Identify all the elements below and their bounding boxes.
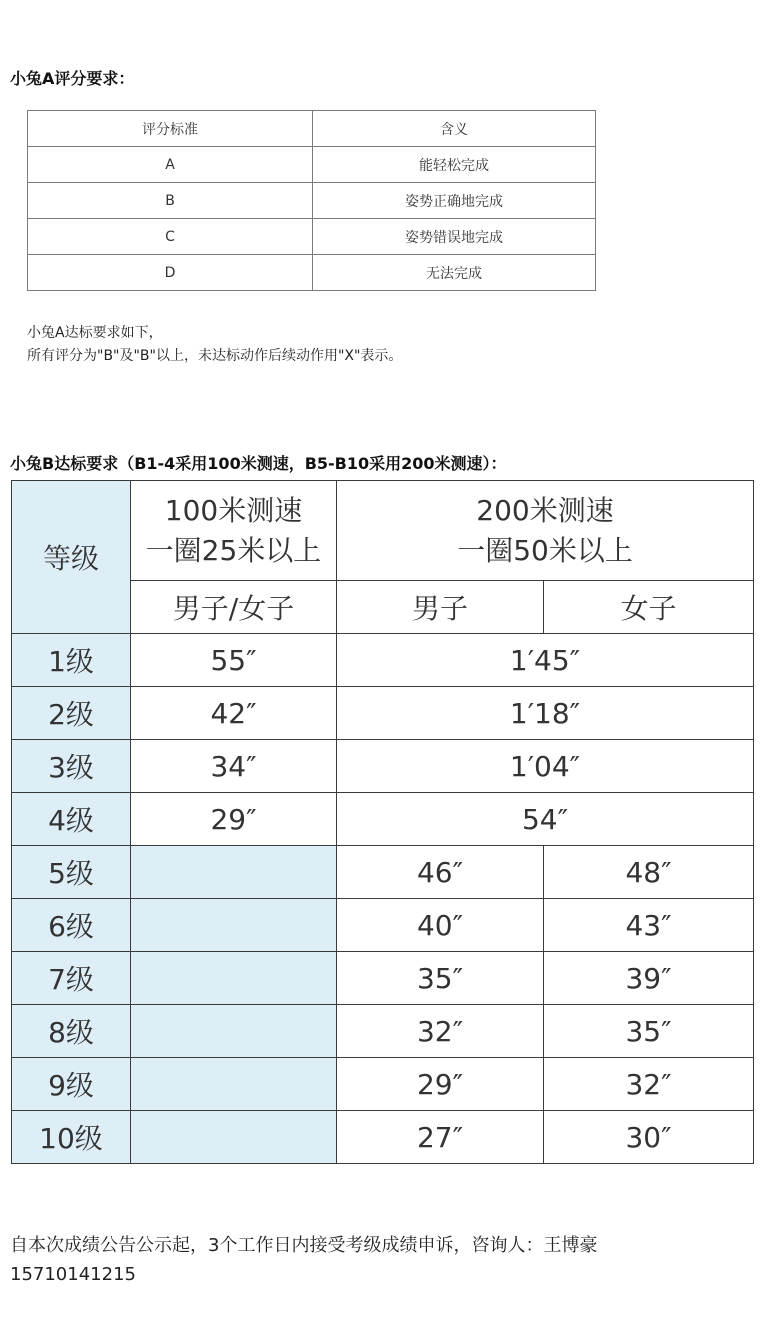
sub-male: 男子 [337,581,544,634]
time-100m-cell: 42″ [131,687,337,740]
level-cell: 5级 [12,846,131,899]
header-standard: 评分标准 [28,111,313,147]
col-200m-header [337,481,754,581]
time-male-cell: 32″ [337,1005,544,1058]
level-cell: 9级 [12,1058,131,1111]
time-200m-cell: 1′04″ [337,740,754,793]
level-cell: 8级 [12,1005,131,1058]
time-100m-cell: 29″ [131,793,337,846]
grade-cell: B [28,183,313,219]
table-row [12,952,754,1005]
empty-100m-cell [131,1111,337,1164]
col-200m-subtitle: 一圈50米以上 [457,533,633,567]
time-female-cell: 43″ [544,899,754,952]
empty-100m-cell [131,1005,337,1058]
table-header-row [28,111,596,147]
footer-phone: 15710141215 [10,1264,136,1285]
empty-100m-cell [131,899,337,952]
time-200m-cell: 54″ [337,793,754,846]
note-line-2: 所有评分为"B"及"B"以上，未达标动作后续动作用"X"表示。 [27,348,403,364]
grade-cell: A [28,147,313,183]
time-female-cell: 39″ [544,952,754,1005]
meaning-cell: 姿势正确地完成 [313,183,596,219]
table-row [12,740,754,793]
time-male-cell: 29″ [337,1058,544,1111]
table-row [28,183,596,219]
empty-100m-cell [131,952,337,1005]
level-cell: 7级 [12,952,131,1005]
col-100m-header [131,481,337,581]
sub-mixed: 男子/女子 [131,581,337,634]
empty-100m-cell [131,1058,337,1111]
footer-notice [10,1231,597,1289]
grade-cell: D [28,255,313,291]
level-cell: 3级 [12,740,131,793]
table-row [12,1111,754,1164]
table-row [12,1005,754,1058]
col-100m-title: 100米测速 [164,493,303,527]
table-row [28,255,596,291]
section-a-heading: 小兔A评分要求： [10,69,135,88]
header-meaning: 含义 [313,111,596,147]
meaning-cell: 姿势错误地完成 [313,219,596,255]
meaning-cell: 无法完成 [313,255,596,291]
table-row [12,899,754,952]
col-200m-title: 200米测速 [476,493,614,527]
grading-standard-table [27,110,596,291]
time-100m-cell: 34″ [131,740,337,793]
col-100m-subtitle: 一圈25米以上 [145,533,322,567]
time-female-cell: 35″ [544,1005,754,1058]
speed-requirement-table [11,480,754,1164]
table-row [12,687,754,740]
time-male-cell: 46″ [337,846,544,899]
table-row [28,147,596,183]
level-cell: 2级 [12,687,131,740]
time-female-cell: 30″ [544,1111,754,1164]
table-row [12,793,754,846]
level-header: 等级 [12,481,131,634]
table-row [12,846,754,899]
time-male-cell: 40″ [337,899,544,952]
time-female-cell: 32″ [544,1058,754,1111]
note-line-1: 小兔A达标要求如下， [27,325,163,341]
time-male-cell: 27″ [337,1111,544,1164]
time-200m-cell: 1′45″ [337,634,754,687]
table-row [12,634,754,687]
grade-cell: C [28,219,313,255]
table-row [12,1058,754,1111]
sub-female: 女子 [544,581,754,634]
time-200m-cell: 1′18″ [337,687,754,740]
level-cell: 10级 [12,1111,131,1164]
section-b-heading: 小兔B达标要求（B1-4采用100米测速，B5-B10采用200米测速）： [10,454,507,473]
time-100m-cell: 55″ [131,634,337,687]
table-header-row [12,481,754,581]
level-cell: 1级 [12,634,131,687]
meaning-cell: 能轻松完成 [313,147,596,183]
footer-line-1: 自本次成绩公告公示起，3个工作日内接受考级成绩申诉，咨询人：王博豪 [10,1235,598,1256]
table-row [28,219,596,255]
level-cell: 4级 [12,793,131,846]
empty-100m-cell [131,846,337,899]
level-cell: 6级 [12,899,131,952]
time-male-cell: 35″ [337,952,544,1005]
time-female-cell: 48″ [544,846,754,899]
